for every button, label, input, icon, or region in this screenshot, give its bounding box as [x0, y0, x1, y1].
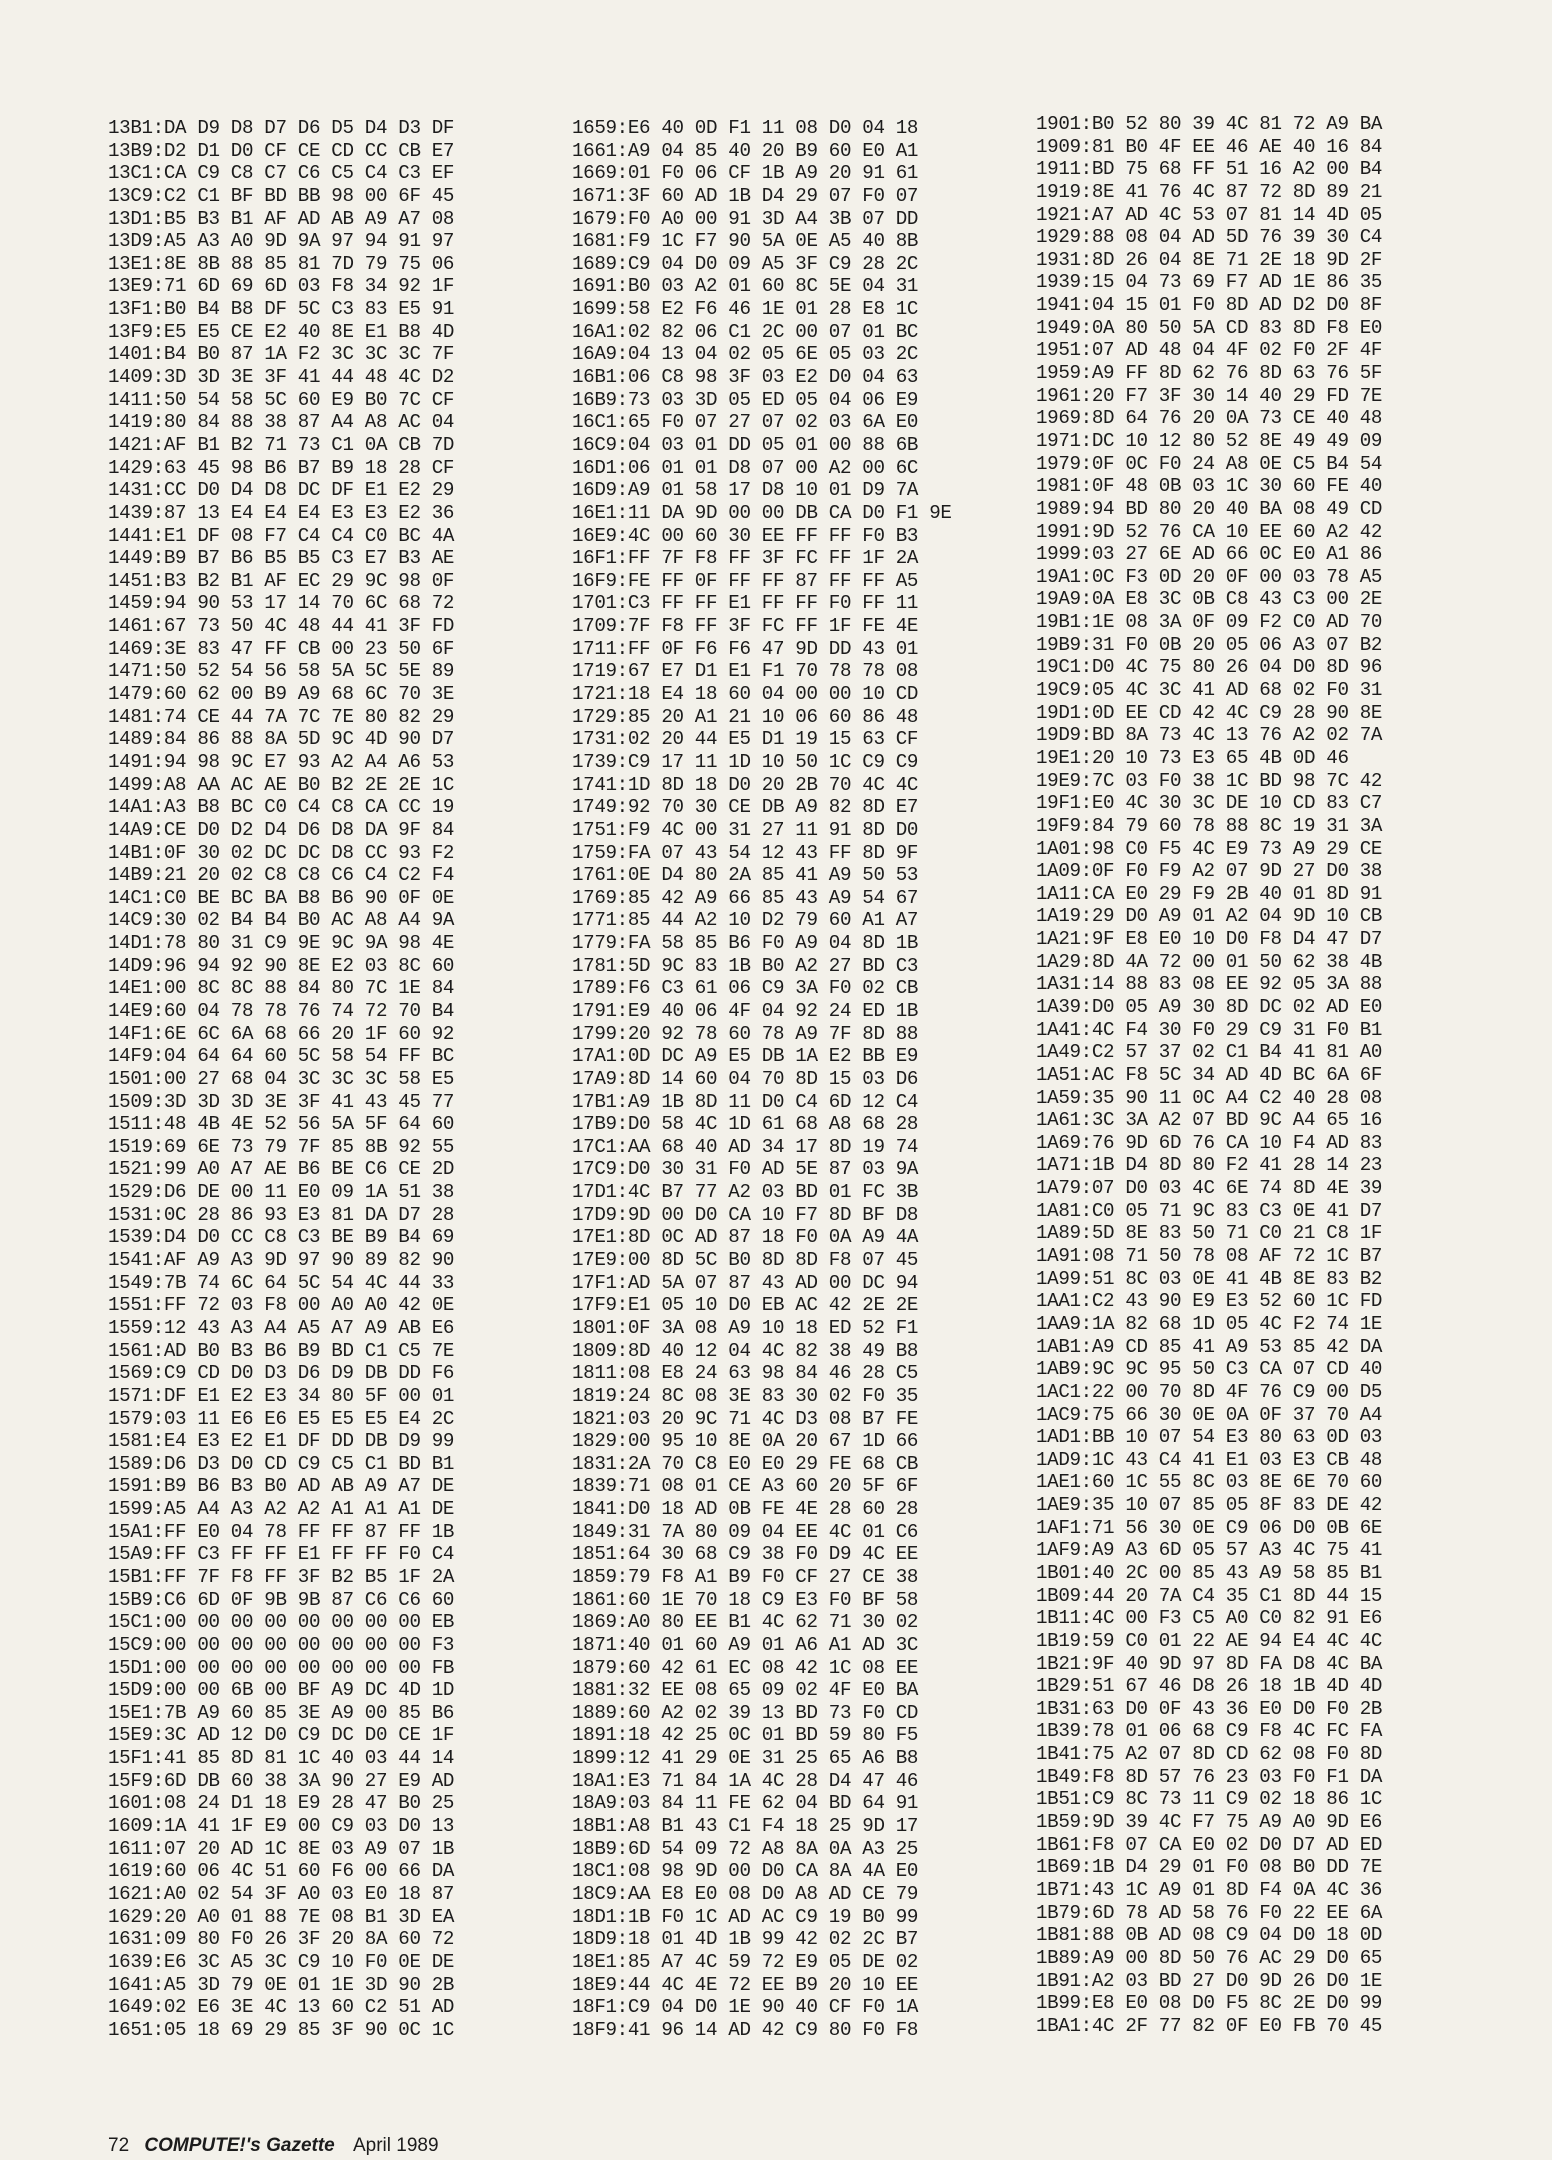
- listing-line: 1AB1:A9 CD 85 41 A9 53 85 42 DA: [1036, 1335, 1383, 1358]
- listing-line: 16D1:06 01 01 D8 07 00 A2 00 6C: [572, 456, 919, 479]
- listing-line: 1B71:43 1C A9 01 8D F4 0A 4C 36: [1036, 1878, 1383, 1901]
- listing-line: 16B9:73 03 3D 05 ED 05 04 06 E9: [572, 388, 919, 411]
- listing-line: 1739:C9 17 11 1D 10 50 1C C9 C9: [572, 750, 919, 773]
- listing-line: 14B1:0F 30 02 DC DC D8 CC 93 F2: [108, 841, 455, 864]
- listing-line: 19F1:E0 4C 30 3C DE 10 CD 83 C7: [1036, 792, 1383, 815]
- listing-line: 1939:15 04 73 69 F7 AD 1E 86 35: [1036, 271, 1383, 294]
- listing-line: 1B81:88 0B AD 08 C9 04 D0 18 0D: [1036, 1924, 1383, 1947]
- listing-line: 1AB9:9C 9C 95 50 C3 CA 07 CD 40: [1036, 1358, 1383, 1381]
- listing-line: 15D1:00 00 00 00 00 00 00 00 FB: [108, 1656, 455, 1679]
- listing-column-1: [108, 117, 454, 2041]
- listing-line: 18D1:1B F0 1C AD AC C9 19 B0 99: [572, 1905, 919, 1928]
- listing-line: 13C9:C2 C1 BF BD BB 98 00 6F 45: [108, 184, 455, 207]
- listing-line: 15F9:6D DB 60 38 3A 90 27 E9 AD: [108, 1769, 455, 1792]
- listing-line: 1B79:6D 78 AD 58 76 F0 22 EE 6A: [1036, 1901, 1383, 1924]
- listing-line: 1509:3D 3D 3D 3E 3F 41 43 45 77: [108, 1090, 455, 1113]
- listing-line: 19B1:1E 08 3A 0F 09 F2 C0 AD 70: [1036, 611, 1383, 634]
- listing-line: 14D9:96 94 92 90 8E E2 03 8C 60: [108, 954, 455, 977]
- listing-line: 1A59:35 90 11 0C A4 C2 40 28 08: [1036, 1086, 1383, 1109]
- listing-line: 1859:79 F8 A1 B9 F0 CF 27 CE 38: [572, 1566, 919, 1588]
- listing-line: 1611:07 20 AD 1C 8E 03 A9 07 1B: [108, 1837, 455, 1860]
- listing-line: 1821:03 20 9C 71 4C D3 08 B7 FE: [572, 1407, 919, 1430]
- listing-line: 1559:12 43 A3 A4 A5 A7 A9 AB E6: [108, 1316, 455, 1339]
- listing-line: 1719:67 E7 D1 E1 F1 70 78 78 08: [572, 660, 919, 683]
- listing-line: 1A29:8D 4A 72 00 01 50 62 38 4B: [1036, 950, 1383, 973]
- listing-line: 16F9:FE FF 0F FF FF 87 FF FF A5: [572, 569, 919, 592]
- listing-line: 1761:0E D4 80 2A 85 41 A9 50 53: [572, 864, 919, 887]
- listing-line: 18B9:6D 54 09 72 A8 8A 0A A3 25: [572, 1837, 919, 1860]
- listing-line: 14E1:00 8C 8C 88 84 80 7C 1E 84: [108, 977, 455, 1000]
- listing-line: 1921:A7 AD 4C 53 07 81 14 4D 05: [1036, 203, 1383, 226]
- listing-line: 1521:99 A0 A7 AE B6 BE C6 CE 2D: [108, 1158, 455, 1181]
- listing-line: 1B31:63 D0 0F 43 36 E0 D0 F0 2B: [1036, 1697, 1383, 1720]
- listing-line: 1641:A5 3D 79 0E 01 1E 3D 90 2B: [108, 1973, 455, 1996]
- listing-line: 1781:5D 9C 83 1B B0 A2 27 BD C3: [572, 954, 919, 977]
- listing-line: 16D9:A9 01 58 17 D8 10 01 D9 7A: [572, 479, 919, 502]
- listing-line: 16C1:65 F0 07 27 07 02 03 6A E0: [572, 411, 919, 434]
- listing-line: 1999:03 27 6E AD 66 0C E0 A1 86: [1036, 543, 1383, 566]
- listing-line: 13E9:71 6D 69 6D 03 F8 34 92 1F: [108, 275, 455, 298]
- listing-line: 1689:C9 04 D0 09 A5 3F C9 28 2C: [572, 252, 919, 275]
- listing-line: 1549:7B 74 6C 64 5C 54 4C 44 33: [108, 1271, 455, 1294]
- listing-line: 1461:67 73 50 4C 48 44 41 3F FD: [108, 615, 455, 638]
- listing-line: 17D9:9D 00 D0 CA 10 F7 8D BF D8: [572, 1203, 919, 1226]
- listing-line: 1659:E6 40 0D F1 11 08 D0 04 18: [572, 117, 919, 139]
- listing-line: 1751:F9 4C 00 31 27 11 91 8D D0: [572, 818, 919, 841]
- listing-line: 1631:09 80 F0 26 3F 20 8A 60 72: [108, 1928, 455, 1951]
- listing-line: 1B21:9F 40 9D 97 8D FA D8 4C BA: [1036, 1652, 1383, 1675]
- listing-line: 1619:60 06 4C 51 60 F6 00 66 DA: [108, 1860, 455, 1883]
- listing-line: 1679:F0 A0 00 91 3D A4 3B 07 DD: [572, 207, 919, 230]
- listing-line: 1AF1:71 56 30 0E C9 06 D0 0B 6E: [1036, 1516, 1383, 1539]
- listing-line: 13E1:8E 8B 88 85 81 7D 79 75 06: [108, 252, 455, 275]
- listing-line: 17B1:A9 1B 8D 11 D0 C4 6D 12 C4: [572, 1090, 919, 1113]
- listing-line: 1891:18 42 25 0C 01 BD 59 80 F5: [572, 1724, 919, 1747]
- listing-line: 1B19:59 C0 01 22 AE 94 E4 4C 4C: [1036, 1629, 1383, 1652]
- page-footer: [108, 2135, 439, 2157]
- listing-line: 1629:20 A0 01 88 7E 08 B1 3D EA: [108, 1905, 455, 1928]
- listing-line: 1A31:14 88 83 08 EE 92 05 3A 88: [1036, 973, 1383, 996]
- listing-line: 1AE1:60 1C 55 8C 03 8E 6E 70 60: [1036, 1471, 1383, 1494]
- listing-line: 1AD9:1C 43 C4 41 E1 03 E3 CB 48: [1036, 1448, 1383, 1471]
- listing-line: 1A09:0F F0 F9 A2 07 9D 27 D0 38: [1036, 860, 1383, 883]
- listing-line: 1401:B4 B0 87 1A F2 3C 3C 3C 7F: [108, 343, 455, 366]
- listing-line: 1A21:9F E8 E0 10 D0 F8 D4 47 D7: [1036, 928, 1383, 951]
- listing-line: 1571:DF E1 E2 E3 34 80 5F 00 01: [108, 1384, 455, 1407]
- listing-line: 1A79:07 D0 03 4C 6E 74 8D 4E 39: [1036, 1177, 1383, 1200]
- listing-line: 1531:0C 28 86 93 E3 81 DA D7 28: [108, 1203, 455, 1226]
- listing-line: 1551:FF 72 03 F8 00 A0 A0 42 0E: [108, 1294, 455, 1317]
- listing-line: 15B1:FF 7F F8 FF 3F B2 B5 1F 2A: [108, 1566, 455, 1588]
- listing-line: 1949:0A 80 50 5A CD 83 8D F8 E0: [1036, 316, 1383, 339]
- listing-line: 18B1:A8 B1 43 C1 F4 18 25 9D 17: [572, 1815, 919, 1838]
- listing-line: 1B89:A9 00 8D 50 76 AC 29 D0 65: [1036, 1946, 1383, 1969]
- listing-line: 1AC9:75 66 30 0E 0A 0F 37 70 A4: [1036, 1403, 1383, 1426]
- listing-line: 13F1:B0 B4 B8 DF 5C C3 83 E5 91: [108, 298, 455, 321]
- listing-line: 1AE9:35 10 07 85 05 8F 83 DE 42: [1036, 1494, 1383, 1517]
- listing-line: 19E1:20 10 73 E3 65 4B 0D 46: [1036, 746, 1349, 769]
- listing-line: 13D9:A5 A3 A0 9D 9A 97 94 91 97: [108, 230, 455, 253]
- listing-line: 15C9:00 00 00 00 00 00 00 00 F3: [108, 1633, 455, 1656]
- listing-line: 1589:D6 D3 D0 CD C9 C5 C1 BD B1: [108, 1452, 455, 1475]
- listing-line: 1801:0F 3A 08 A9 10 18 ED 52 F1: [572, 1316, 919, 1339]
- listing-line: 1621:A0 02 54 3F A0 03 E0 18 87: [108, 1882, 455, 1905]
- listing-line: 1AA9:1A 82 68 1D 05 4C F2 74 1E: [1036, 1312, 1383, 1335]
- listing-line: 1951:07 AD 48 04 4F 02 F0 2F 4F: [1036, 339, 1383, 362]
- listing-line: 1491:94 98 9C E7 93 A2 A4 A6 53: [108, 750, 455, 773]
- listing-line: 1451:B3 B2 B1 AF EC 29 9C 98 0F: [108, 569, 455, 592]
- listing-line: 1A39:D0 05 A9 30 8D DC 02 AD E0: [1036, 995, 1383, 1018]
- listing-line: 1A51:AC F8 5C 34 AD 4D BC 6A 6F: [1036, 1063, 1383, 1086]
- listing-line: 1A61:3C 3A A2 07 BD 9C A4 65 16: [1036, 1109, 1383, 1132]
- listing-line: 17F9:E1 05 10 D0 EB AC 42 2E 2E: [572, 1294, 919, 1317]
- listing-line: 1709:7F F8 FF 3F FC FF 1F FE 4E: [572, 615, 919, 638]
- listing-line: 14A1:A3 B8 BC C0 C4 C8 CA CC 19: [108, 796, 455, 819]
- listing-line: 13C1:CA C9 C8 C7 C6 C5 C4 C3 EF: [108, 162, 455, 185]
- listing-line: 1A01:98 C0 F5 4C E9 73 A9 29 CE: [1036, 837, 1383, 860]
- listing-line: 1669:01 F0 06 CF 1B A9 20 91 61: [572, 162, 919, 185]
- listing-line: 1B99:E8 E0 08 D0 F5 8C 2E D0 99: [1036, 1992, 1383, 2015]
- listing-line: 1489:84 86 88 8A 5D 9C 4D 90 D7: [108, 728, 455, 751]
- listing-line: 1539:D4 D0 CC C8 C3 BE B9 B4 69: [108, 1226, 455, 1249]
- listing-column-2: [572, 117, 952, 2041]
- listing-line: 1B69:1B D4 29 01 F0 08 B0 DD 7E: [1036, 1856, 1383, 1879]
- listing-line: 17B9:D0 58 4C 1D 61 68 A8 68 28: [572, 1113, 919, 1136]
- listing-line: 1501:00 27 68 04 3C 3C 3C 58 E5: [108, 1067, 455, 1090]
- listing-line: 1B09:44 20 7A C4 35 C1 8D 44 15: [1036, 1584, 1383, 1607]
- listing-line: 1A49:C2 57 37 02 C1 B4 41 81 A0: [1036, 1041, 1383, 1064]
- listing-line: 19C9:05 4C 3C 41 AD 68 02 F0 31: [1036, 679, 1383, 702]
- listing-line: 1809:8D 40 12 04 4C 82 38 49 B8: [572, 1339, 919, 1362]
- listing-line: 1B49:F8 8D 57 76 23 03 F0 F1 DA: [1036, 1765, 1383, 1788]
- listing-line: 1651:05 18 69 29 85 3F 90 0C 1C: [108, 2018, 455, 2041]
- listing-line: 1441:E1 DF 08 F7 C4 C4 C0 BC 4A: [108, 524, 455, 547]
- listing-line: 15C1:00 00 00 00 00 00 00 00 EB: [108, 1611, 455, 1634]
- listing-line: 1561:AD B0 B3 B6 B9 BD C1 C5 7E: [108, 1339, 455, 1362]
- issue-date: April 1989: [352, 2135, 439, 2156]
- listing-line: 1411:50 54 58 5C 60 E9 B0 7C CF: [108, 388, 455, 411]
- listing-line: 1971:DC 10 12 80 52 8E 49 49 09: [1036, 429, 1383, 452]
- listing-line: 1711:FF 0F F6 F6 47 9D DD 43 01: [572, 637, 919, 660]
- listing-line: 1861:60 1E 70 18 C9 E3 F0 BF 58: [572, 1588, 919, 1611]
- listing-line: 1729:85 20 A1 21 10 06 60 86 48: [572, 705, 919, 728]
- listing-line: 1731:02 20 44 E5 D1 19 15 63 CF: [572, 728, 919, 751]
- listing-line: 1789:F6 C3 61 06 C9 3A F0 02 CB: [572, 977, 919, 1000]
- listing-line: 1599:A5 A4 A3 A2 A2 A1 A1 A1 DE: [108, 1498, 455, 1521]
- listing-line: 1741:1D 8D 18 D0 20 2B 70 4C 4C: [572, 773, 919, 796]
- listing-line: 17A1:0D DC A9 E5 DB 1A E2 BB E9: [572, 1045, 919, 1068]
- listing-line: 13B9:D2 D1 D0 CF CE CD CC CB E7: [108, 139, 455, 162]
- listing-line: 1929:88 08 04 AD 5D 76 39 30 C4: [1036, 226, 1383, 249]
- listing-line: 1601:08 24 D1 18 E9 28 47 B0 25: [108, 1792, 455, 1815]
- listing-line: 16E1:11 DA 9D 00 00 DB CA D0 F1 9E: [572, 501, 952, 524]
- listing-line: 1A81:C0 05 71 9C 83 C3 0E 41 D7: [1036, 1199, 1383, 1222]
- listing-line: 14B9:21 20 02 C8 C8 C6 C4 C2 F4: [108, 864, 455, 887]
- listing-line: 1811:08 E8 24 63 98 84 46 28 C5: [572, 1362, 919, 1385]
- listing-line: 16E9:4C 00 60 30 EE FF FF F0 B3: [572, 524, 919, 547]
- listing-line: 19D1:0D EE CD 42 4C C9 28 90 8E: [1036, 701, 1383, 724]
- listing-line: 1691:B0 03 A2 01 60 8C 5E 04 31: [572, 275, 919, 298]
- listing-line: 14E9:60 04 78 78 76 74 72 70 B4: [108, 999, 455, 1022]
- listing-line: 1439:87 13 E4 E4 E4 E3 E3 E2 36: [108, 501, 455, 524]
- listing-line: 1B41:75 A2 07 8D CD 62 08 F0 8D: [1036, 1743, 1383, 1766]
- listing-line: 1429:63 45 98 B6 B7 B9 18 28 CF: [108, 456, 455, 479]
- listing-line: 1899:12 41 29 0E 31 25 65 A6 B8: [572, 1747, 919, 1770]
- listing-line: 1569:C9 CD D0 D3 D6 D9 DB DD F6: [108, 1362, 455, 1385]
- listing-line: 1A41:4C F4 30 F0 29 C9 31 F0 B1: [1036, 1018, 1383, 1041]
- listing-line: 13B1:DA D9 D8 D7 D6 D5 D4 D3 DF: [108, 117, 455, 139]
- magazine-title: COMPUTE!'s Gazette: [144, 2135, 335, 2156]
- listing-line: 1519:69 6E 73 79 7F 85 8B 92 55: [108, 1135, 455, 1158]
- listing-line: 1931:8D 26 04 8E 71 2E 18 9D 2F: [1036, 248, 1383, 271]
- listing-line: 15A1:FF E0 04 78 FF FF 87 FF 1B: [108, 1520, 455, 1543]
- listing-line: 1469:3E 83 47 FF CB 00 23 50 6F: [108, 637, 455, 660]
- listing-line: 1879:60 42 61 EC 08 42 1C 08 EE: [572, 1656, 919, 1679]
- listing-line: 1671:3F 60 AD 1B D4 29 07 F0 07: [572, 184, 919, 207]
- listing-line: 16A1:02 82 06 C1 2C 00 07 01 BC: [572, 320, 919, 343]
- listing-line: 1511:48 4B 4E 52 56 5A 5F 64 60: [108, 1113, 455, 1136]
- listing-line: 1981:0F 48 0B 03 1C 30 60 FE 40: [1036, 475, 1383, 498]
- listing-line: 19B9:31 F0 0B 20 05 06 A3 07 B2: [1036, 633, 1383, 656]
- listing-line: 1941:04 15 01 F0 8D AD D2 D0 8F: [1036, 294, 1383, 317]
- listing-line: 1959:A9 FF 8D 62 76 8D 63 76 5F: [1036, 362, 1383, 385]
- listing-line: 1991:9D 52 76 CA 10 EE 60 A2 42: [1036, 520, 1383, 543]
- listing-line: 1919:8E 41 76 4C 87 72 8D 89 21: [1036, 180, 1383, 203]
- listing-line: 1459:94 90 53 17 14 70 6C 68 72: [108, 592, 455, 615]
- listing-line: 1771:85 44 A2 10 D2 79 60 A1 A7: [572, 909, 919, 932]
- listing-line: 16B1:06 C8 98 3F 03 E2 D0 04 63: [572, 366, 919, 389]
- listing-line: 1609:1A 41 1F E9 00 C9 03 D0 13: [108, 1815, 455, 1838]
- listing-line: 19C1:D0 4C 75 80 26 04 D0 8D 96: [1036, 656, 1383, 679]
- listing-line: 15D9:00 00 6B 00 BF A9 DC 4D 1D: [108, 1679, 455, 1702]
- listing-line: 1A99:51 8C 03 0E 41 4B 8E 83 B2: [1036, 1267, 1383, 1290]
- listing-line: 15A9:FF C3 FF FF E1 FF FF F0 C4: [108, 1543, 455, 1566]
- listing-line: 1779:FA 58 85 B6 F0 A9 04 8D 1B: [572, 932, 919, 955]
- listing-line: 14C9:30 02 B4 B4 B0 AC A8 A4 9A: [108, 909, 455, 932]
- listing-line: 1909:81 B0 4F EE 46 AE 40 16 84: [1036, 135, 1383, 158]
- listing-line: 1A89:5D 8E 83 50 71 C0 21 C8 1F: [1036, 1222, 1383, 1245]
- listing-line: 1849:31 7A 80 09 04 EE 4C 01 C6: [572, 1520, 919, 1543]
- listing-line: 13D1:B5 B3 B1 AF AD AB A9 A7 08: [108, 207, 455, 230]
- listing-line: 18E9:44 4C 4E 72 EE B9 20 10 EE: [572, 1973, 919, 1996]
- listing-line: 19E9:7C 03 F0 38 1C BD 98 7C 42: [1036, 769, 1383, 792]
- listing-line: 1419:80 84 88 38 87 A4 A8 AC 04: [108, 411, 455, 434]
- listing-line: 1831:2A 70 C8 E0 E0 29 FE 68 CB: [572, 1452, 919, 1475]
- listing-line: 1851:64 30 68 C9 38 F0 D9 4C EE: [572, 1543, 919, 1566]
- listing-line: 1581:E4 E3 E2 E1 DF DD DB D9 99: [108, 1430, 455, 1453]
- listing-line: 16F1:FF 7F F8 FF 3F FC FF 1F 2A: [572, 547, 919, 570]
- listing-line: 13F9:E5 E5 CE E2 40 8E E1 B8 4D: [108, 320, 455, 343]
- listing-line: 1839:71 08 01 CE A3 60 20 5F 6F: [572, 1475, 919, 1498]
- listing-line: 18F1:C9 04 D0 1E 90 40 CF F0 1A: [572, 1996, 919, 2019]
- listing-line: 18A9:03 84 11 FE 62 04 BD 64 91: [572, 1792, 919, 1815]
- listing-line: 1B61:F8 07 CA E0 02 D0 D7 AD ED: [1036, 1833, 1383, 1856]
- listing-line: 1869:A0 80 EE B1 4C 62 71 30 02: [572, 1611, 919, 1634]
- listing-line: 1699:58 E2 F6 46 1E 01 28 E8 1C: [572, 298, 919, 321]
- listing-line: 18D9:18 01 4D 1B 99 42 02 2C B7: [572, 1928, 919, 1951]
- listing-line: 1479:60 62 00 B9 A9 68 6C 70 3E: [108, 683, 455, 706]
- listing-line: 1431:CC D0 D4 D8 DC DF E1 E2 29: [108, 479, 455, 502]
- listing-line: 14F9:04 64 64 60 5C 58 54 FF BC: [108, 1045, 455, 1068]
- listing-line: 1649:02 E6 3E 4C 13 60 C2 51 AD: [108, 1996, 455, 2019]
- listing-line: 17C1:AA 68 40 AD 34 17 8D 19 74: [572, 1135, 919, 1158]
- listing-line: 15B9:C6 6D 0F 9B 9B 87 C6 C6 60: [108, 1588, 455, 1611]
- listing-line: 1901:B0 52 80 39 4C 81 72 A9 BA: [1036, 113, 1383, 135]
- listing-line: 19F9:84 79 60 78 88 8C 19 31 3A: [1036, 814, 1383, 837]
- listing-line: 17E1:8D 0C AD 87 18 F0 0A A9 4A: [572, 1226, 919, 1249]
- listing-line: 15F1:41 85 8D 81 1C 40 03 44 14: [108, 1747, 455, 1770]
- listing-line: 1499:A8 AA AC AE B0 B2 2E 2E 1C: [108, 773, 455, 796]
- listing-line: 1AC1:22 00 70 8D 4F 76 C9 00 D5: [1036, 1380, 1383, 1403]
- listing-line: 1409:3D 3D 3E 3F 41 44 48 4C D2: [108, 366, 455, 389]
- listing-line: 14F1:6E 6C 6A 68 66 20 1F 60 92: [108, 1022, 455, 1045]
- listing-line: 1701:C3 FF FF E1 FF FF F0 FF 11: [572, 592, 919, 615]
- listing-line: 15E1:7B A9 60 85 3E A9 00 85 B6: [108, 1701, 455, 1724]
- listing-line: 1421:AF B1 B2 71 73 C1 0A CB 7D: [108, 433, 455, 456]
- listing-line: 18E1:85 A7 4C 59 72 E9 05 DE 02: [572, 1950, 919, 1973]
- listing-line: 18C1:08 98 9D 00 D0 CA 8A 4A E0: [572, 1860, 919, 1883]
- listing-line: 1791:E9 40 06 4F 04 92 24 ED 1B: [572, 999, 919, 1022]
- listing-line: 1681:F9 1C F7 90 5A 0E A5 40 8B: [572, 230, 919, 253]
- listing-line: 18A1:E3 71 84 1A 4C 28 D4 47 46: [572, 1769, 919, 1792]
- listing-line: 1A71:1B D4 8D 80 F2 41 28 14 23: [1036, 1154, 1383, 1177]
- listing-line: 1481:74 CE 44 7A 7C 7E 80 82 29: [108, 705, 455, 728]
- listing-line: 1979:0F 0C F0 24 A8 0E C5 B4 54: [1036, 452, 1383, 475]
- listing-line: 1B91:A2 03 BD 27 D0 9D 26 D0 1E: [1036, 1969, 1383, 1992]
- listing-line: 1639:E6 3C A5 3C C9 10 F0 0E DE: [108, 1950, 455, 1973]
- listing-line: 19A1:0C F3 0D 20 0F 00 03 78 A5: [1036, 565, 1383, 588]
- listing-line: 1449:B9 B7 B6 B5 B5 C3 E7 B3 AE: [108, 547, 455, 570]
- listing-line: 1B51:C9 8C 73 11 C9 02 18 86 1C: [1036, 1788, 1383, 1811]
- listing-line: 1BA1:4C 2F 77 82 0F E0 FB 70 45: [1036, 2014, 1383, 2037]
- listing-line: 17A9:8D 14 60 04 70 8D 15 03 D6: [572, 1067, 919, 1090]
- listing-line: 1529:D6 DE 00 11 E0 09 1A 51 38: [108, 1181, 455, 1204]
- listing-line: 17F1:AD 5A 07 87 43 AD 00 DC 94: [572, 1271, 919, 1294]
- listing-line: 1541:AF A9 A3 9D 97 90 89 82 90: [108, 1249, 455, 1272]
- listing-line: 1B29:51 67 46 D8 26 18 1B 4D 4D: [1036, 1675, 1383, 1698]
- listing-line: 1661:A9 04 85 40 20 B9 60 E0 A1: [572, 139, 919, 162]
- listing-line: 1889:60 A2 02 39 13 BD 73 F0 CD: [572, 1701, 919, 1724]
- listing-line: 1591:B9 B6 B3 B0 AD AB A9 A7 DE: [108, 1475, 455, 1498]
- listing-line: 14A9:CE D0 D2 D4 D6 D8 DA 9F 84: [108, 818, 455, 841]
- listing-line: 14C1:C0 BE BC BA B8 B6 90 0F 0E: [108, 886, 455, 909]
- listing-line: 1829:00 95 10 8E 0A 20 67 1D 66: [572, 1430, 919, 1453]
- listing-line: 1819:24 8C 08 3E 83 30 02 F0 35: [572, 1384, 919, 1407]
- listing-line: 1AF9:A9 A3 6D 05 57 A3 4C 75 41: [1036, 1539, 1383, 1562]
- page-number: 72: [108, 2135, 130, 2156]
- listing-line: 16C9:04 03 01 DD 05 01 00 88 6B: [572, 433, 919, 456]
- listing-line: 1911:BD 75 68 FF 51 16 A2 00 B4: [1036, 158, 1383, 181]
- listing-line: 19A9:0A E8 3C 0B C8 43 C3 00 2E: [1036, 588, 1383, 611]
- listing-line: 1A19:29 D0 A9 01 A2 04 9D 10 CB: [1036, 905, 1383, 928]
- listing-line: 1B39:78 01 06 68 C9 F8 4C FC FA: [1036, 1720, 1383, 1743]
- listing-line: 15E9:3C AD 12 D0 C9 DC D0 CE 1F: [108, 1724, 455, 1747]
- listing-line: 1799:20 92 78 60 78 A9 7F 8D 88: [572, 1022, 919, 1045]
- listing-line: 1A91:08 71 50 78 08 AF 72 1C B7: [1036, 1245, 1383, 1268]
- listing-line: 19D9:BD 8A 73 4C 13 76 A2 02 7A: [1036, 724, 1383, 747]
- listing-line: 17C9:D0 30 31 F0 AD 5E 87 03 9A: [572, 1158, 919, 1181]
- listing-line: 16A9:04 13 04 02 05 6E 05 03 2C: [572, 343, 919, 366]
- listing-line: 17E9:00 8D 5C B0 8D 8D F8 07 45: [572, 1249, 919, 1272]
- listing-line: 1B01:40 2C 00 85 43 A9 58 85 B1: [1036, 1562, 1383, 1584]
- listing-line: 1AA1:C2 43 90 E9 E3 52 60 1C FD: [1036, 1290, 1383, 1313]
- listing-line: 1881:32 EE 08 65 09 02 4F E0 BA: [572, 1679, 919, 1702]
- listing-line: 1A69:76 9D 6D 76 CA 10 F4 AD 83: [1036, 1131, 1383, 1154]
- listing-line: 1B11:4C 00 F3 C5 A0 C0 82 91 E6: [1036, 1607, 1383, 1630]
- listing-line: 1AD1:BB 10 07 54 E3 80 63 0D 03: [1036, 1426, 1383, 1449]
- listing-line: 1721:18 E4 18 60 04 00 00 10 CD: [572, 683, 919, 706]
- listing-line: 18F9:41 96 14 AD 42 C9 80 F0 F8: [572, 2018, 919, 2041]
- listing-column-3: [1036, 113, 1382, 2037]
- listing-line: 1471:50 52 54 56 58 5A 5C 5E 89: [108, 660, 455, 683]
- listing-line: 1961:20 F7 3F 30 14 40 29 FD 7E: [1036, 384, 1383, 407]
- listing-line: 1759:FA 07 43 54 12 43 FF 8D 9F: [572, 841, 919, 864]
- listing-line: 1989:94 BD 80 20 40 BA 08 49 CD: [1036, 497, 1383, 520]
- listing-line: 1749:92 70 30 CE DB A9 82 8D E7: [572, 796, 919, 819]
- listing-line: 1A11:CA E0 29 F9 2B 40 01 8D 91: [1036, 882, 1383, 905]
- listing-line: 1969:8D 64 76 20 0A 73 CE 40 48: [1036, 407, 1383, 430]
- listing-line: 14D1:78 80 31 C9 9E 9C 9A 98 4E: [108, 932, 455, 955]
- listing-line: 18C9:AA E8 E0 08 D0 A8 AD CE 79: [572, 1882, 919, 1905]
- listing-line: 1579:03 11 E6 E6 E5 E5 E5 E4 2C: [108, 1407, 455, 1430]
- listing-line: 1769:85 42 A9 66 85 43 A9 54 67: [572, 886, 919, 909]
- listing-line: 17D1:4C B7 77 A2 03 BD 01 FC 3B: [572, 1181, 919, 1204]
- listing-line: 1871:40 01 60 A9 01 A6 A1 AD 3C: [572, 1633, 919, 1656]
- listing-line: 1B59:9D 39 4C F7 75 A9 A0 9D E6: [1036, 1811, 1383, 1834]
- listing-line: 1841:D0 18 AD 0B FE 4E 28 60 28: [572, 1498, 919, 1521]
